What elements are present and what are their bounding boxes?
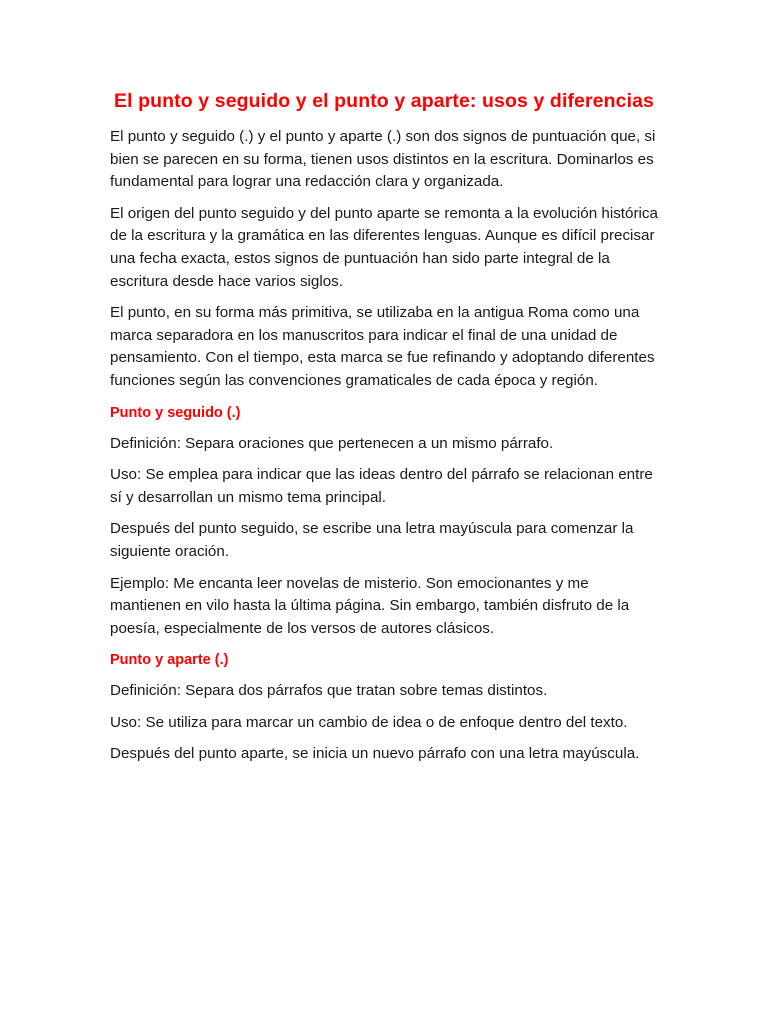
section-heading-punto-y-aparte: Punto y aparte (.) [110, 652, 229, 669]
section-paragraph: Definición: Separa oraciones que pertenecen a un mismo párrafo. [110, 434, 554, 452]
document-page [110, 86, 658, 775]
intro-paragraph: El punto, en su forma más primitiva, se utilizaba en la antigua Roma como una marca separadora en los manuscritos para indicar el final de una unidad de pensamiento. Con el tiempo, esta marca se fue refinando y adoptando diferentes funciones según las convenciones gramaticales de cada época y región. [110, 304, 655, 389]
section-paragraph: Después del punto aparte, se inicia un nuevo párrafo con una letra mayúscula. [110, 745, 640, 763]
section-paragraph: Definición: Separa dos párrafos que tratan sobre temas distintos. [110, 682, 548, 700]
section-heading-punto-y-seguido: Punto y seguido (.) [110, 404, 241, 421]
section-paragraph: Después del punto seguido, se escribe una letra mayúscula para comenzar la siguiente oración. [110, 520, 634, 560]
section-paragraph: Uso: Se utiliza para marcar un cambio de idea o de enfoque dentro del texto. [110, 713, 628, 731]
section-paragraph: Ejemplo: Me encanta leer novelas de misterio. Son emocionantes y me mantienen en vilo hasta la última página. Sin embargo, también disfruto de la poesía, especialmente de los versos de autores clásicos. [110, 574, 630, 637]
document-title: El punto y seguido y el punto y aparte: usos y diferencias [114, 90, 654, 112]
intro-paragraph: El punto y seguido (.) y el punto y aparte (.) son dos signos de puntuación que, si bien se parecen en su forma, tienen usos distintos en la escritura. Dominarlos es fundamental para lograr una redacción clara y organizada. [110, 128, 656, 191]
section-paragraph: Uso: Se emplea para indicar que las ideas dentro del párrafo se relacionan entre sí y desarrollan un mismo tema principal. [110, 466, 653, 506]
intro-paragraph: El origen del punto seguido y del punto aparte se remonta a la evolución histórica de la escritura y la gramática en las diferentes lenguas. Aunque es difícil precisar una fecha exacta, estos signos de puntuación han sido parte integral de la escritura desde hace varios siglos. [110, 204, 658, 290]
